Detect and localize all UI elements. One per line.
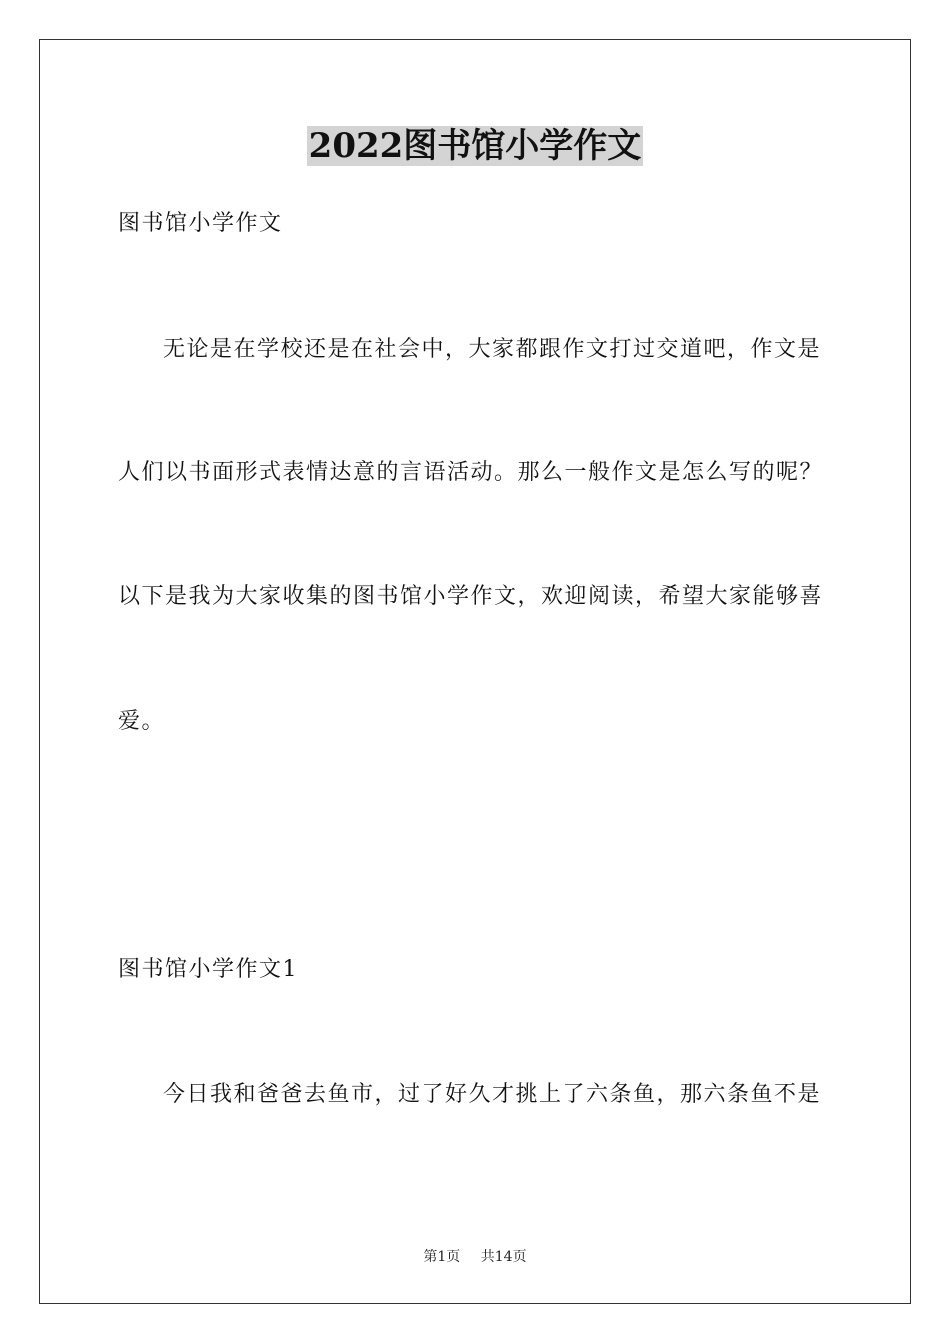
- page-number: 第1页: [423, 1249, 461, 1265]
- section-heading-essay-1: 图书馆小学作文1: [118, 957, 298, 982]
- paragraph-line: 爱。: [118, 709, 166, 734]
- paragraph-line: 人们以书面形式表情达意的言语活动。那么一般作文是怎么写的呢？: [118, 460, 824, 485]
- document-title: 2022图书馆小学作文: [308, 126, 642, 166]
- title-container: [0, 126, 950, 166]
- page-total: 共14页: [480, 1249, 527, 1265]
- section-heading-intro: 图书馆小学作文: [118, 211, 283, 236]
- paragraph-line: 今日我和爸爸去鱼市，过了好久才挑上了六条鱼，那六条鱼不是: [163, 1082, 822, 1107]
- paragraph-line: 无论是在学校还是在社会中，大家都跟作文打过交道吧，作文是: [163, 337, 822, 362]
- paragraph-line: 以下是我为大家收集的图书馆小学作文，欢迎阅读，希望大家能够喜: [118, 584, 824, 609]
- page-footer: [0, 1248, 950, 1266]
